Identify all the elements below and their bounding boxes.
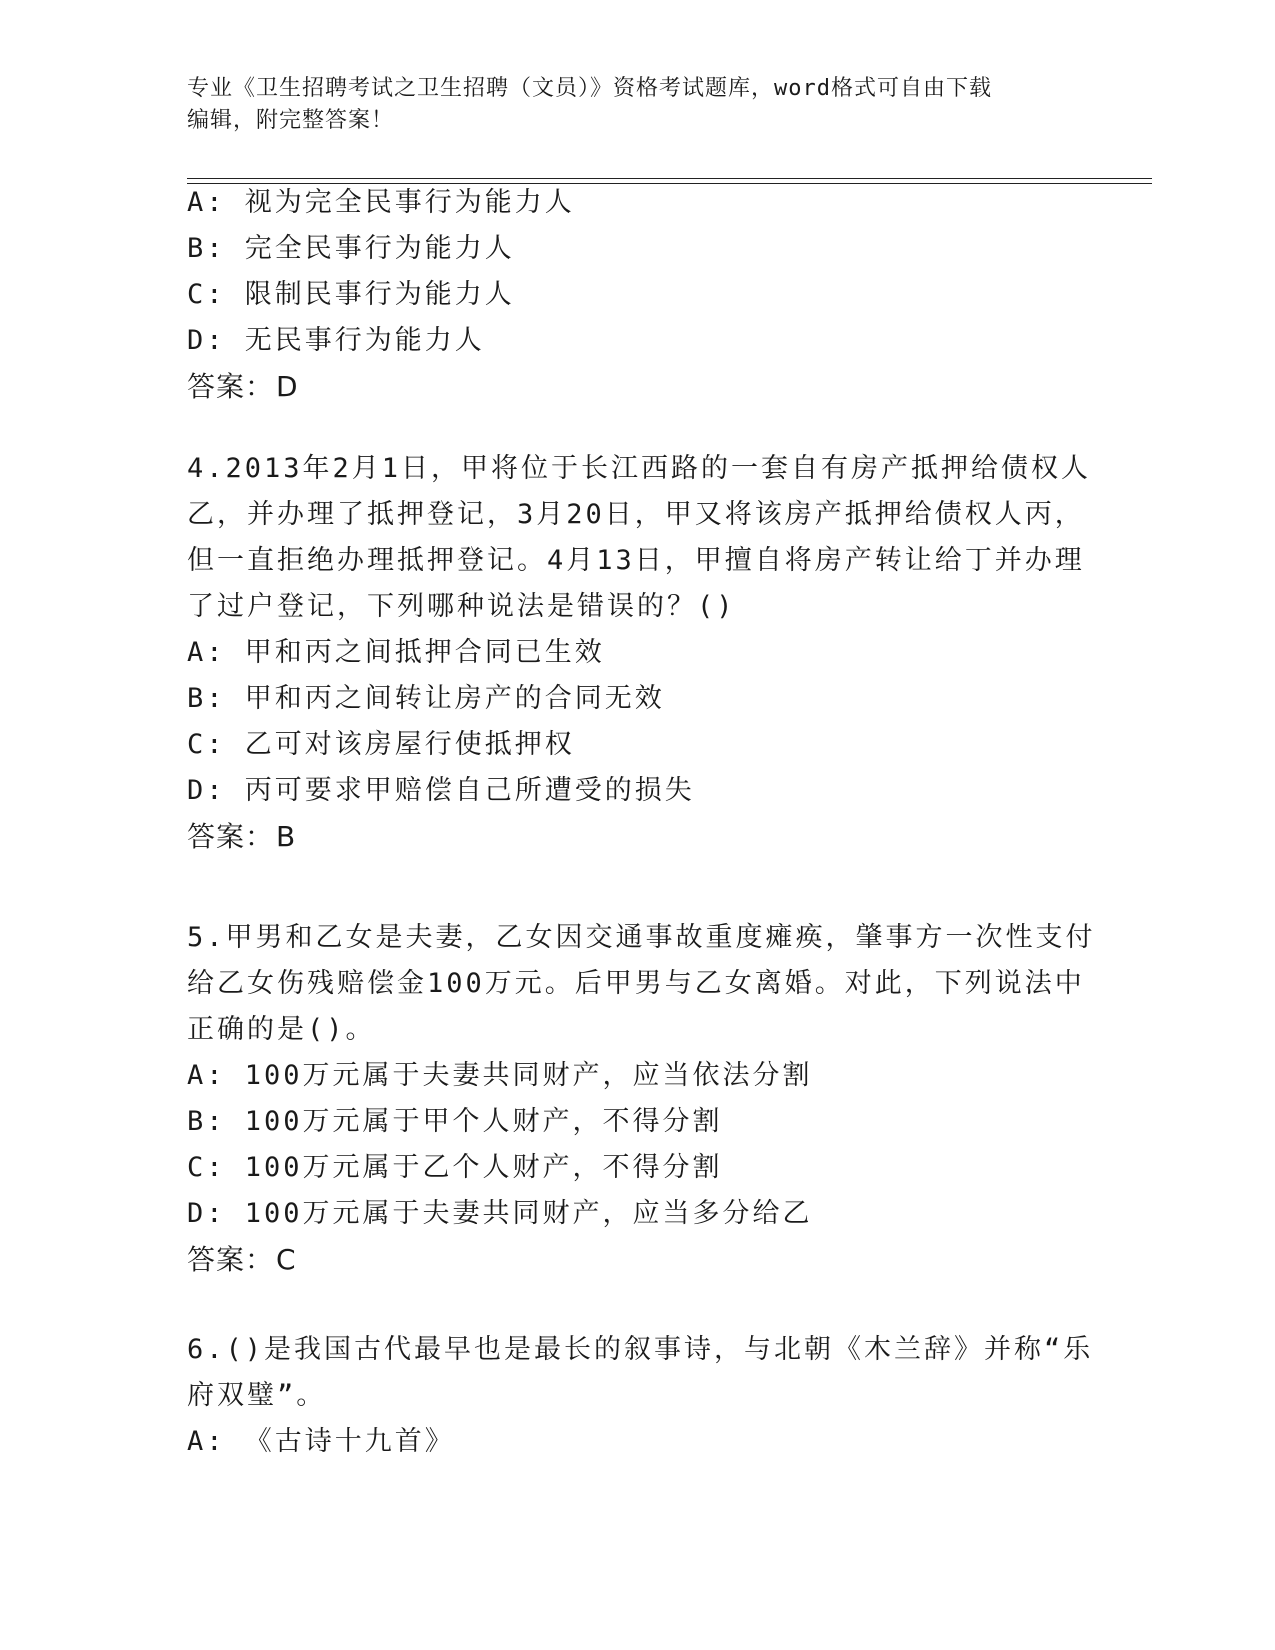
question-stem-line: 府双璧”。: [187, 1380, 327, 1411]
header-line-1: 专业《卫生招聘考试之卫生招聘（文员）》资格考试题库，word格式可自由下载: [187, 76, 992, 101]
option-c: C: 100万元属于乙个人财产，不得分割: [187, 1152, 723, 1183]
option-b: B: 甲和丙之间转让房产的合同无效: [187, 683, 665, 714]
answer-label: 答案：: [187, 820, 275, 853]
option-b: B: 完全民事行为能力人: [187, 233, 515, 264]
answer-label: 答案：: [187, 370, 275, 403]
answer-line: [187, 814, 1091, 860]
question-stem-line: 但一直拒绝办理抵押登记。4月13日，甲擅自将房产转让给丁并办理: [187, 545, 1085, 576]
document-header: [187, 73, 1067, 137]
question-stem-line: 4.2013年2月1日，甲将位于长江西路的一套自有房产抵押给债权人: [187, 453, 1092, 484]
question-stem-line: 了过户登记，下列哪种说法是错误的？(): [187, 591, 736, 622]
question-stem-line: 乙，并办理了抵押登记，3月20日，甲又将该房产抵押给债权人丙，: [187, 499, 1085, 530]
answer-value: B: [276, 820, 297, 853]
option-c: C: 乙可对该房屋行使抵押权: [187, 729, 575, 760]
question-3: [187, 180, 575, 410]
header-line-2: 编辑，附完整答案！: [187, 108, 395, 133]
question-stem-line: 给乙女伤残赔偿金100万元。后甲男与乙女离婚。对此，下列说法中: [187, 968, 1085, 999]
answer-label: 答案：: [187, 1243, 275, 1276]
answer-value: C: [276, 1243, 297, 1276]
answer-line: [187, 364, 575, 410]
option-a: A: 甲和丙之间抵押合同已生效: [187, 637, 605, 668]
option-c: C: 限制民事行为能力人: [187, 279, 515, 310]
question-6: [187, 1327, 1093, 1465]
question-stem-line: 正确的是()。: [187, 1014, 376, 1045]
option-d: D: 100万元属于夫妻共同财产，应当多分给乙: [187, 1198, 813, 1229]
option-b: B: 100万元属于甲个人财产，不得分割: [187, 1106, 723, 1137]
answer-value: D: [276, 370, 299, 403]
question-stem-line: 6.()是我国古代最早也是最长的叙事诗，与北朝《木兰辞》并称“乐: [187, 1334, 1094, 1365]
answer-line: [187, 1237, 1096, 1283]
header-divider-top: [187, 178, 1152, 179]
option-a: A: 视为完全民事行为能力人: [187, 187, 575, 218]
option-d: D: 丙可要求甲赔偿自己所遭受的损失: [187, 775, 695, 806]
question-5: [187, 915, 1096, 1283]
option-d: D: 无民事行为能力人: [187, 325, 485, 356]
option-a: A: 100万元属于夫妻共同财产，应当依法分割: [187, 1060, 813, 1091]
question-stem-line: 5.甲男和乙女是夫妻，乙女因交通事故重度瘫痪，肇事方一次性支付: [187, 922, 1096, 953]
option-a: A: 《古诗十九首》: [187, 1426, 455, 1457]
question-4: [187, 446, 1091, 860]
